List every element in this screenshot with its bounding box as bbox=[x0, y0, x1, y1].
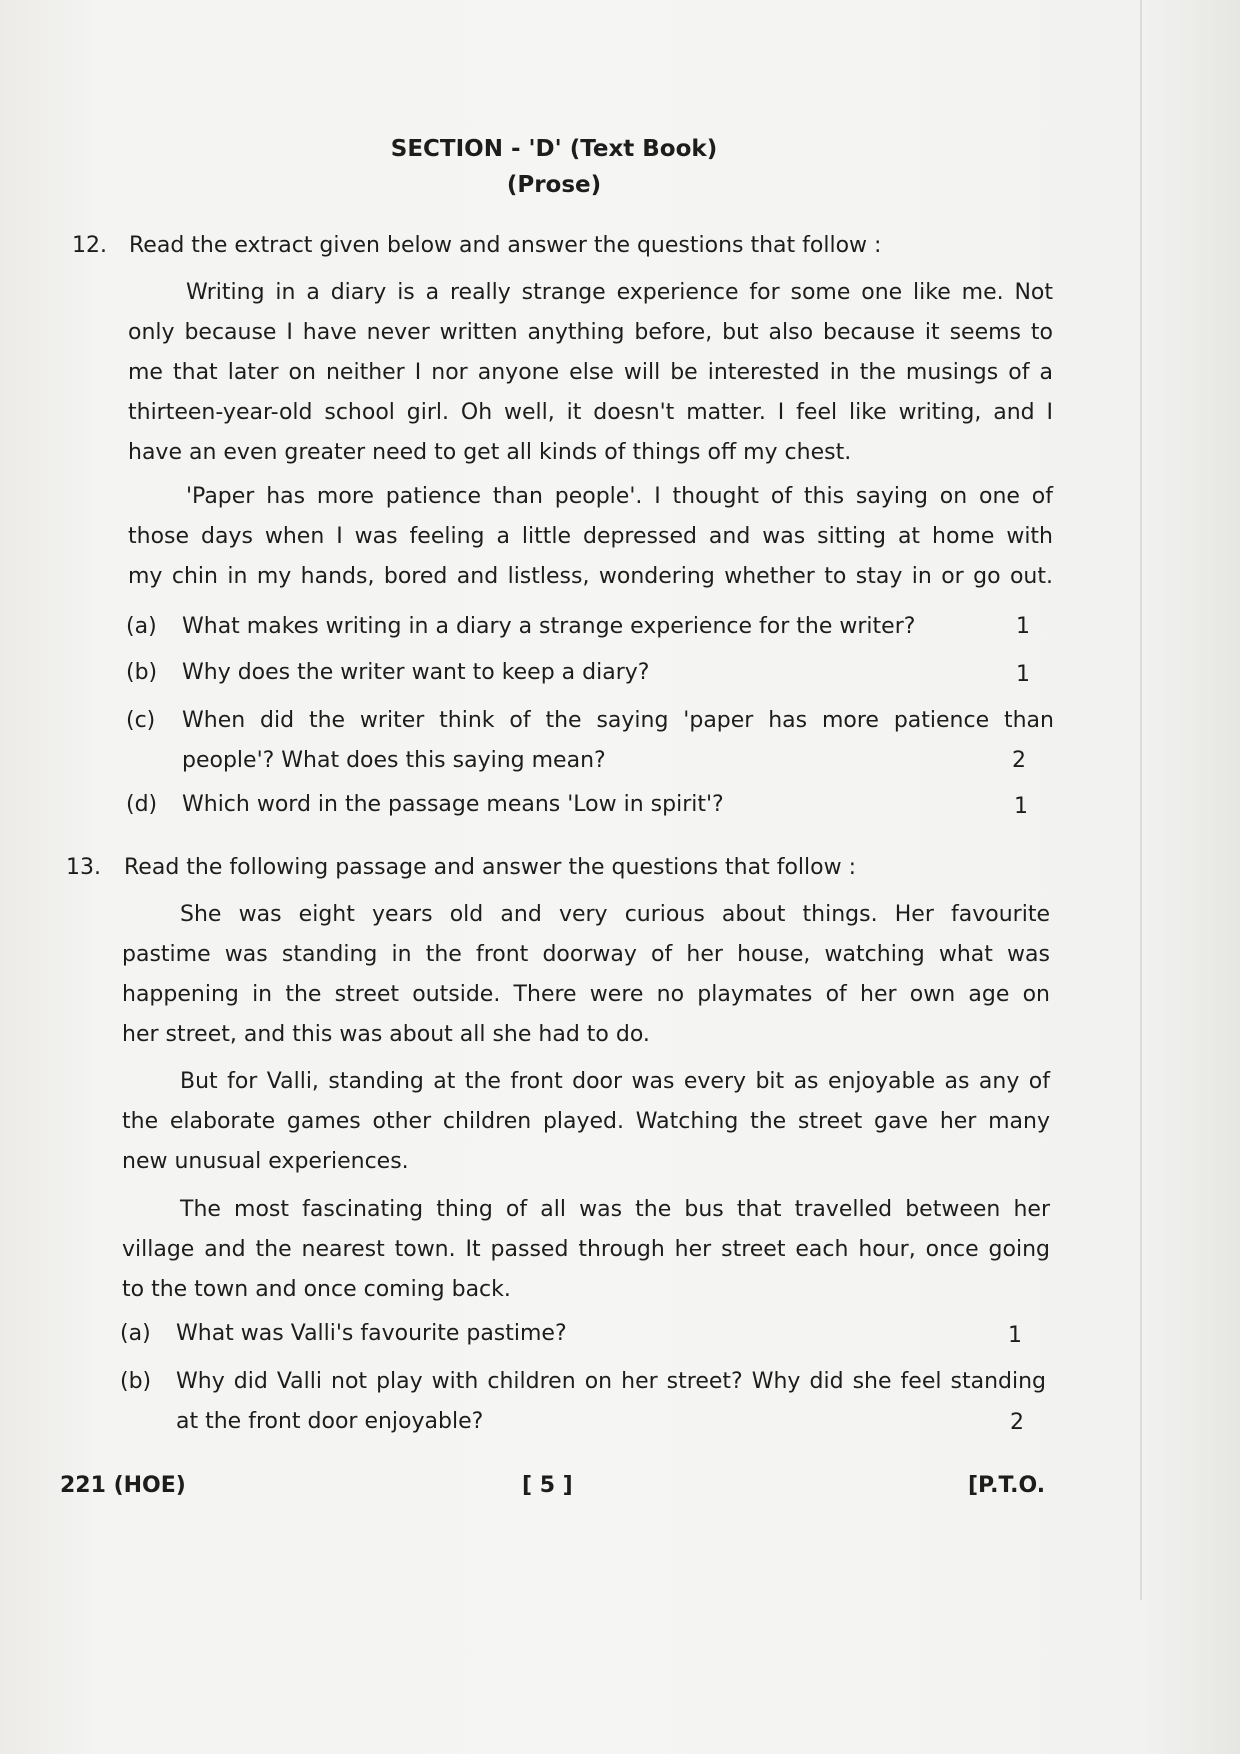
section-title: SECTION - 'D' (Text Book) bbox=[390, 136, 718, 162]
passage-line: me that later on neither I nor anyone else will be interested in the musings of a bbox=[128, 360, 1053, 385]
question-12c bbox=[126, 701, 1056, 781]
question-label: (b) bbox=[126, 660, 158, 685]
passage-line: happening in the street outside. There were no playmates of her own age on bbox=[122, 982, 1050, 1007]
passage-line: thirteen-year-old school girl. Oh well, it doesn't matter. I feel like writing, and I bbox=[128, 400, 1053, 425]
passage-line: only because I have never written anything before, but also because it seems to bbox=[128, 320, 1053, 345]
question-text: What was Valli's favourite pastime? bbox=[176, 1321, 567, 1346]
question-text: at the front door enjoyable? bbox=[176, 1409, 484, 1434]
paper-code: 221 (HOE) bbox=[60, 1473, 186, 1498]
question-label: (c) bbox=[126, 708, 156, 733]
passage-line: pastime was standing in the front doorway of her house, watching what was bbox=[122, 942, 1050, 967]
question-text: people'? What does this saying mean? bbox=[182, 748, 606, 773]
passage-line: her street, and this was about all she had to do. bbox=[122, 1022, 650, 1047]
question-label: (a) bbox=[126, 614, 157, 639]
question-12-number: 12. bbox=[72, 233, 107, 258]
passage-line: my chin in my hands, bored and listless, wondering whether to stay in or go out. bbox=[128, 564, 1053, 589]
question-text: Why did Valli not play with children on her street? Why did she feel standing bbox=[176, 1369, 1046, 1394]
page-fold-line bbox=[1140, 0, 1142, 1600]
question-13-number: 13. bbox=[66, 855, 101, 880]
question-13-passage-p3 bbox=[122, 1190, 1050, 1310]
passage-line: to the town and once coming back. bbox=[122, 1277, 511, 1302]
question-text: What makes writing in a diary a strange experience for the writer? bbox=[182, 614, 916, 639]
marks-12a: 1 bbox=[1016, 614, 1030, 639]
question-12a bbox=[126, 607, 1056, 647]
marks-12b: 1 bbox=[1016, 662, 1030, 687]
question-12-instruction: Read the extract given below and answer the questions that follow : bbox=[129, 233, 882, 258]
marks-13b: 2 bbox=[1010, 1410, 1024, 1435]
question-13-instruction: Read the following passage and answer the questions that follow : bbox=[124, 855, 857, 880]
question-13-passage-p2 bbox=[122, 1062, 1050, 1182]
question-13-passage-p1 bbox=[122, 895, 1050, 1055]
question-label: (b) bbox=[120, 1369, 152, 1394]
marks-12d: 1 bbox=[1014, 794, 1028, 819]
passage-line: She was eight years old and very curious about things. Her favourite bbox=[180, 902, 1050, 927]
passage-line: new unusual experiences. bbox=[122, 1149, 409, 1174]
passage-line: The most fascinating thing of all was the bus that travelled between her bbox=[180, 1197, 1050, 1222]
passage-line: those days when I was feeling a little depressed and was sitting at home with bbox=[128, 524, 1053, 549]
passage-line: But for Valli, standing at the front door was every bit as enjoyable as any of bbox=[180, 1069, 1050, 1094]
question-label: (d) bbox=[126, 792, 158, 817]
passage-line: 'Paper has more patience than people'. I thought of this saying on one of bbox=[186, 484, 1053, 509]
question-12d bbox=[126, 785, 1056, 825]
question-text: Which word in the passage means 'Low in spirit'? bbox=[182, 792, 724, 817]
please-turn-over: [P.T.O. bbox=[968, 1473, 1046, 1498]
passage-line: have an even greater need to get all kinds of things off my chest. bbox=[128, 440, 852, 465]
passage-line: village and the nearest town. It passed through her street each hour, once going bbox=[122, 1237, 1050, 1262]
marks-12c: 2 bbox=[1012, 748, 1026, 773]
question-12-passage-p1 bbox=[128, 273, 1053, 473]
page-number: [ 5 ] bbox=[522, 1473, 573, 1498]
question-text: Why does the writer want to keep a diary? bbox=[182, 660, 650, 685]
question-13b bbox=[120, 1362, 1050, 1442]
question-12-passage-p2 bbox=[128, 477, 1053, 597]
section-subtitle: (Prose) bbox=[506, 172, 602, 198]
marks-13a: 1 bbox=[1008, 1323, 1022, 1348]
question-label: (a) bbox=[120, 1321, 151, 1346]
passage-line: the elaborate games other children played. Watching the street gave her many bbox=[122, 1109, 1050, 1134]
passage-line: Writing in a diary is a really strange experience for some one like me. Not bbox=[186, 280, 1053, 305]
question-13a bbox=[120, 1314, 1050, 1354]
question-12b bbox=[126, 653, 1056, 693]
question-text: When did the writer think of the saying 'paper has more patience than bbox=[182, 708, 1054, 733]
